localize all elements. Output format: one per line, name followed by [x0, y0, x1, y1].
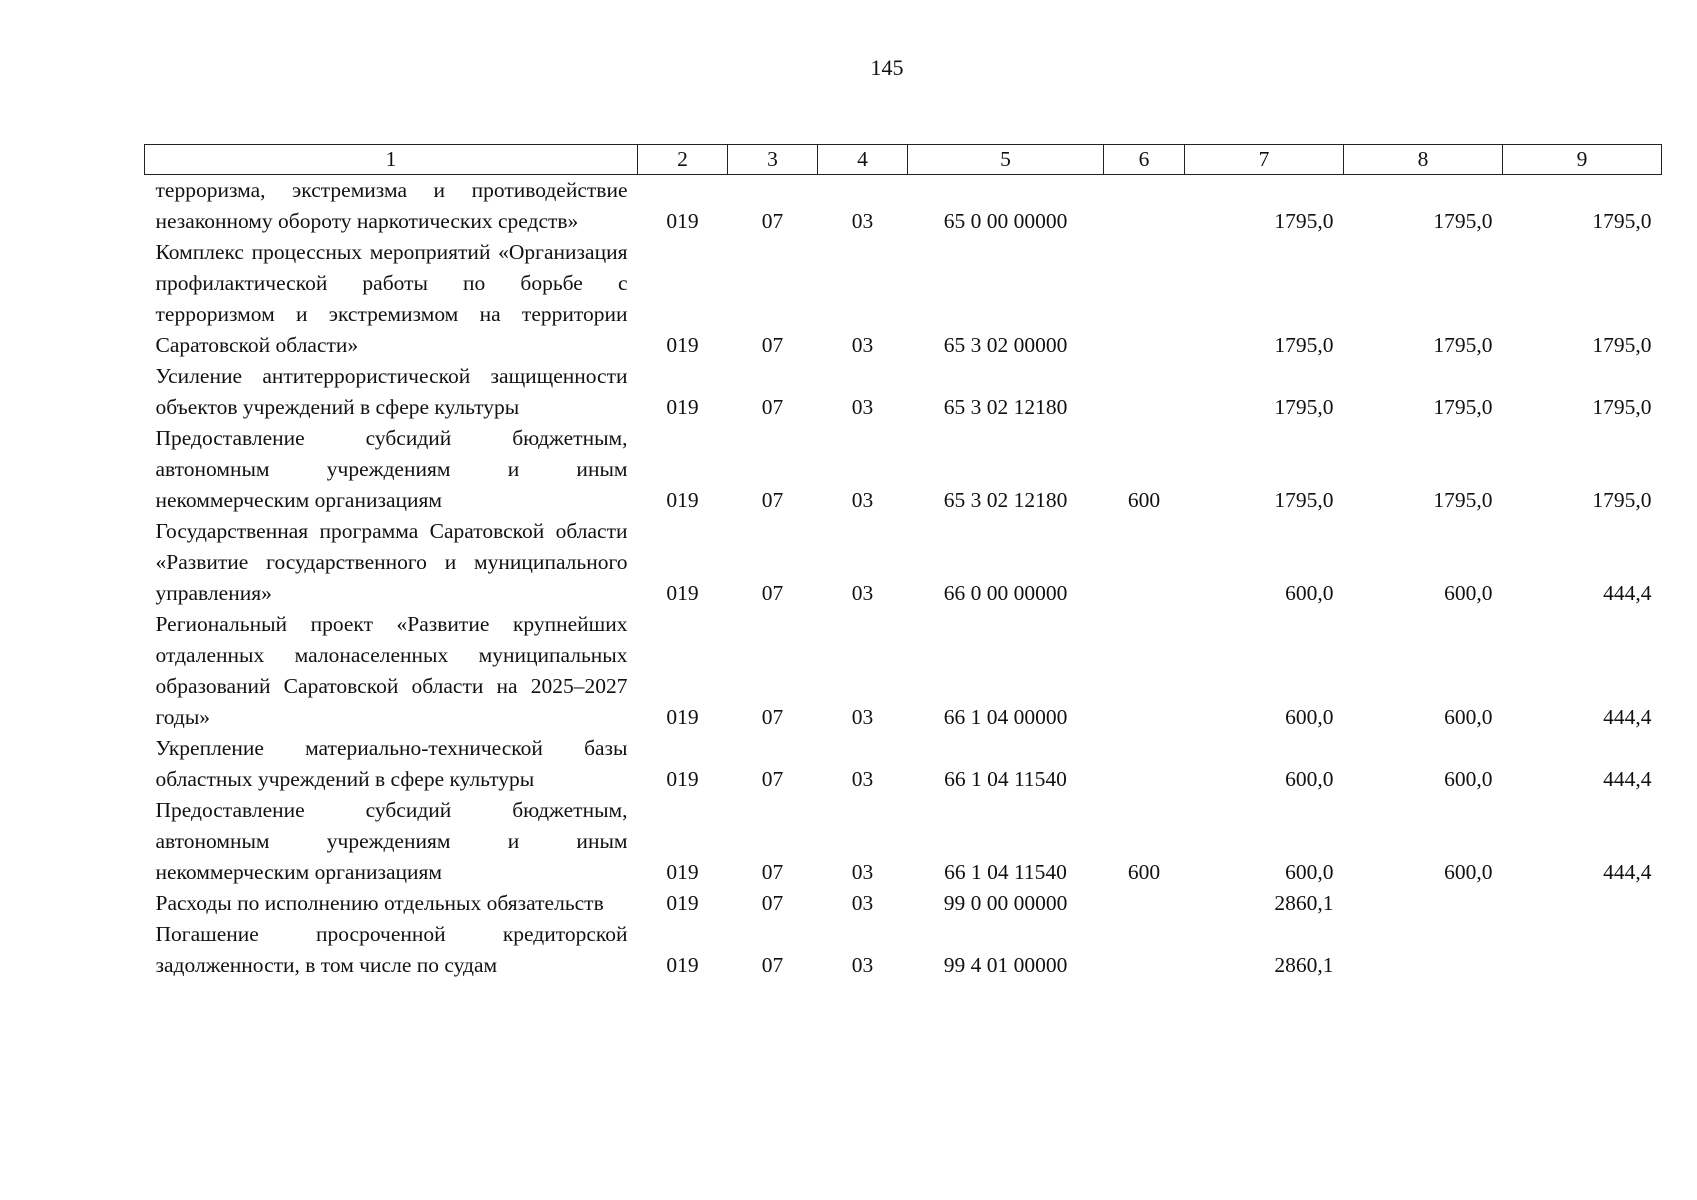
row-section-code: 07 — [761, 953, 784, 977]
row-ministry-code: 019 — [666, 767, 699, 791]
row-amount-col8: 1795,0 — [1433, 333, 1493, 357]
row-description: Государственная программа Саратовской области «Развитие государственного и муниципального управления» — [155, 519, 628, 605]
table-row — [145, 888, 1662, 919]
row-target-article: 66 0 00 00000 — [943, 581, 1068, 605]
row-amount-col9: 1795,0 — [1592, 209, 1652, 233]
row-description: Погашение просроченной кредиторской задолженности, в том числе по судам — [155, 922, 628, 977]
row-target-article: 66 1 04 11540 — [944, 860, 1067, 884]
row-subsection-code: 03 — [851, 705, 874, 729]
row-amount-col8: 1795,0 — [1433, 395, 1493, 419]
table-row — [145, 175, 1662, 238]
header-col-4: 4 — [818, 145, 908, 175]
row-expense-type — [1104, 361, 1185, 423]
row-amount-col8 — [1344, 888, 1503, 919]
row-expense-type — [1104, 237, 1185, 361]
row-subsection-code: 03 — [851, 891, 874, 915]
row-description: терроризма, экстремизма и противодействие незаконному обороту наркотических средств» — [155, 178, 628, 233]
row-target-article: 65 3 02 12180 — [943, 395, 1068, 419]
row-section-code: 07 — [761, 333, 784, 357]
row-subsection-code: 03 — [851, 209, 874, 233]
row-expense-type — [1104, 919, 1185, 981]
row-description: Усиление антитеррористической защищенности объектов учреждений в сфере культуры — [155, 364, 628, 419]
row-amount-col7: 1795,0 — [1274, 209, 1334, 233]
row-description: Расходы по исполнению отдельных обязательств — [155, 891, 604, 915]
row-ministry-code: 019 — [666, 333, 699, 357]
row-amount-col9: 1795,0 — [1592, 395, 1652, 419]
row-description: Укрепление материально-технической базы областных учреждений в сфере культуры — [155, 736, 628, 791]
row-section-code: 07 — [761, 488, 784, 512]
header-col-8: 8 — [1344, 145, 1503, 175]
row-amount-col7: 2860,1 — [1274, 953, 1334, 977]
row-ministry-code: 019 — [666, 891, 699, 915]
row-amount-col7: 1795,0 — [1274, 395, 1334, 419]
row-section-code: 07 — [761, 767, 784, 791]
row-amount-col7: 1795,0 — [1274, 488, 1334, 512]
header-col-6: 6 — [1104, 145, 1185, 175]
row-amount-col8: 600,0 — [1444, 581, 1493, 605]
row-subsection-code: 03 — [851, 395, 874, 419]
row-target-article: 65 3 02 12180 — [943, 488, 1068, 512]
header-col-9: 9 — [1503, 145, 1662, 175]
row-expense-type: 600 — [1127, 860, 1161, 884]
row-amount-col7: 600,0 — [1285, 767, 1334, 791]
row-expense-type — [1104, 888, 1185, 919]
row-amount-col8: 600,0 — [1444, 705, 1493, 729]
row-ministry-code: 019 — [666, 488, 699, 512]
header-col-7: 7 — [1185, 145, 1344, 175]
row-target-article: 65 0 00 00000 — [943, 209, 1068, 233]
row-ministry-code: 019 — [666, 581, 699, 605]
row-target-article: 66 1 04 00000 — [943, 705, 1068, 729]
table-row — [145, 237, 1662, 361]
header-col-3: 3 — [728, 145, 818, 175]
row-amount-col9 — [1503, 888, 1662, 919]
table-header — [145, 145, 1662, 175]
row-amount-col9: 444,4 — [1603, 860, 1652, 884]
row-amount-col8: 1795,0 — [1433, 209, 1493, 233]
row-description: Комплекс процессных мероприятий «Организация профилактической работы по борьбе с терроризмом и экстремизмом на территории Саратовской области» — [155, 240, 628, 357]
row-section-code: 07 — [761, 891, 784, 915]
row-expense-type — [1104, 609, 1185, 733]
row-target-article: 99 4 01 00000 — [943, 953, 1068, 977]
table-row — [145, 516, 1662, 609]
row-amount-col9 — [1503, 919, 1662, 981]
row-amount-col9: 1795,0 — [1592, 488, 1652, 512]
row-amount-col8: 600,0 — [1444, 767, 1493, 791]
row-section-code: 07 — [761, 705, 784, 729]
row-amount-col9: 444,4 — [1603, 767, 1652, 791]
row-subsection-code: 03 — [851, 860, 874, 884]
table-row — [145, 795, 1662, 888]
row-subsection-code: 03 — [851, 581, 874, 605]
row-section-code: 07 — [761, 860, 784, 884]
row-amount-col9: 444,4 — [1603, 581, 1652, 605]
header-col-5: 5 — [908, 145, 1104, 175]
row-subsection-code: 03 — [851, 767, 874, 791]
header-row — [145, 145, 1662, 175]
row-description: Региональный проект «Развитие крупнейших отдаленных малонаселенных муниципальных образований Саратовской области на 2025–2027 годы» — [155, 612, 628, 729]
budget-table — [144, 144, 1662, 981]
row-expense-type: 600 — [1127, 488, 1161, 512]
row-amount-col7: 600,0 — [1285, 705, 1334, 729]
row-expense-type — [1104, 516, 1185, 609]
row-ministry-code: 019 — [666, 953, 699, 977]
row-subsection-code: 03 — [851, 333, 874, 357]
page-number: 145 — [870, 55, 904, 80]
row-section-code: 07 — [761, 209, 784, 233]
row-ministry-code: 019 — [666, 209, 699, 233]
row-subsection-code: 03 — [851, 953, 874, 977]
row-target-article: 65 3 02 00000 — [943, 333, 1068, 357]
table-row — [145, 919, 1662, 981]
row-expense-type — [1104, 733, 1185, 795]
row-target-article: 99 0 00 00000 — [943, 891, 1068, 915]
row-amount-col8: 600,0 — [1444, 860, 1493, 884]
table-row — [145, 609, 1662, 733]
row-ministry-code: 019 — [666, 705, 699, 729]
row-subsection-code: 03 — [851, 488, 874, 512]
row-amount-col7: 600,0 — [1285, 860, 1334, 884]
row-amount-col7: 1795,0 — [1274, 333, 1334, 357]
row-section-code: 07 — [761, 395, 784, 419]
row-description: Предоставление субсидий бюджетным, автономным учреждениям и иным некоммерческим организациям — [155, 426, 628, 512]
row-amount-col7: 2860,1 — [1274, 891, 1334, 915]
row-amount-col9: 1795,0 — [1592, 333, 1652, 357]
row-amount-col8: 1795,0 — [1433, 488, 1493, 512]
row-amount-col9: 444,4 — [1603, 705, 1652, 729]
header-col-2: 2 — [638, 145, 728, 175]
row-amount-col8 — [1344, 919, 1503, 981]
row-section-code: 07 — [761, 581, 784, 605]
row-amount-col7: 600,0 — [1285, 581, 1334, 605]
table-row — [145, 423, 1662, 516]
table-body — [145, 175, 1662, 982]
row-expense-type — [1104, 175, 1185, 238]
table-row — [145, 361, 1662, 423]
row-ministry-code: 019 — [666, 395, 699, 419]
row-ministry-code: 019 — [666, 860, 699, 884]
table-row — [145, 733, 1662, 795]
header-col-1: 1 — [145, 145, 638, 175]
row-description: Предоставление субсидий бюджетным, автономным учреждениям и иным некоммерческим организациям — [155, 798, 628, 884]
row-target-article: 66 1 04 11540 — [944, 767, 1067, 791]
